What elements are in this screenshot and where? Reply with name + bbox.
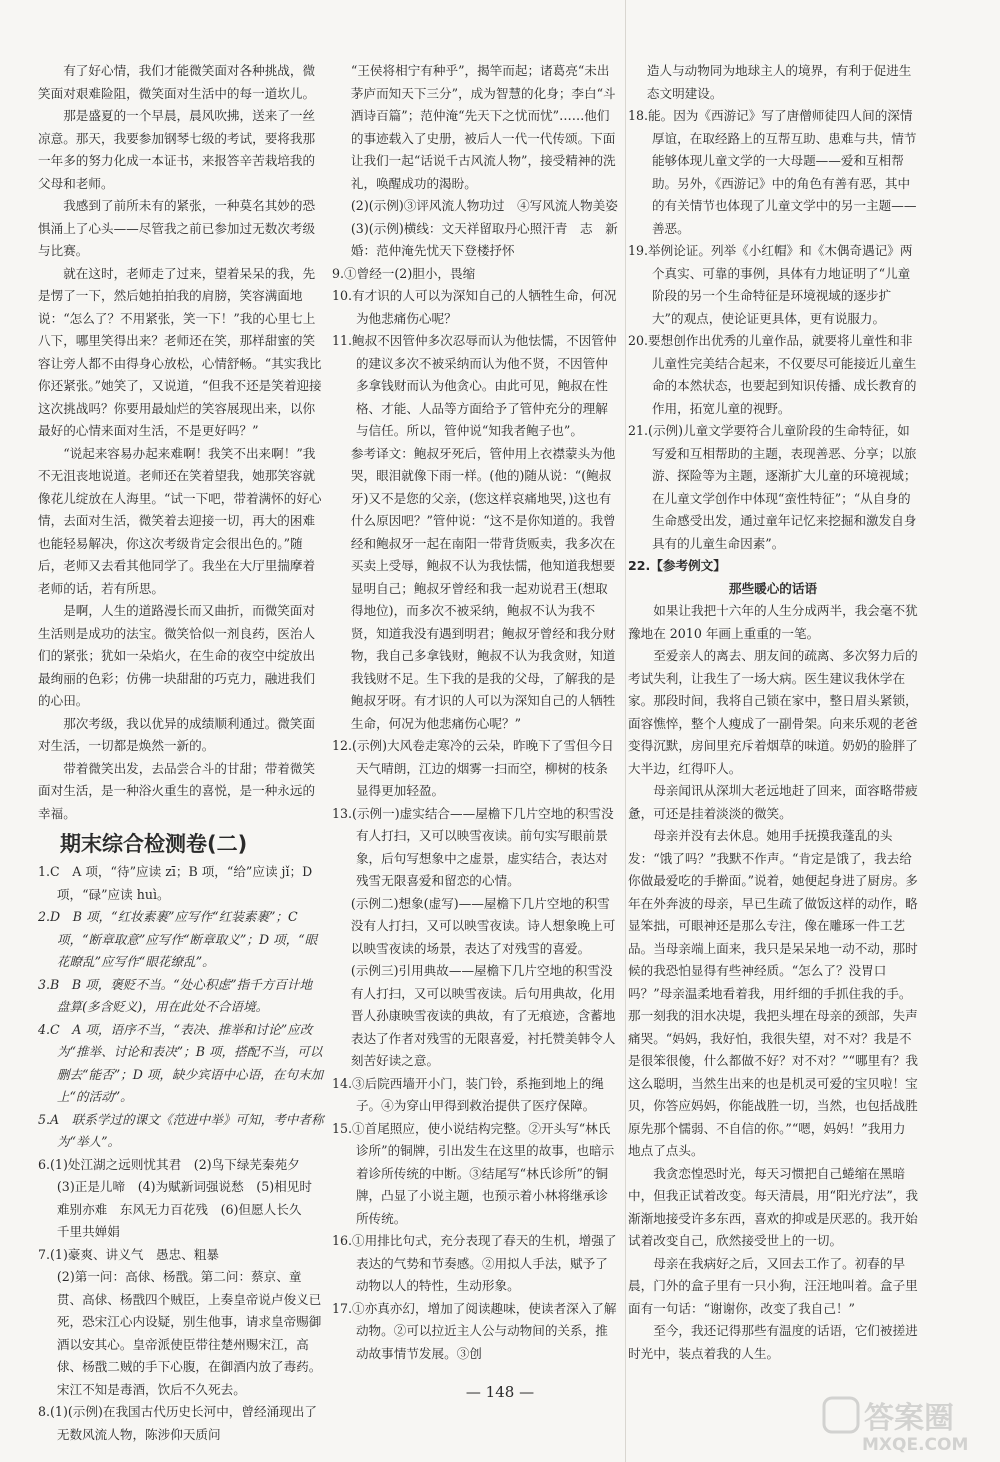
answer-item: (2)第一问：高俅、杨戬。第二问：蔡京、童贯、高俅、杨戬四个贼臣，上奏皇帝说卢俊义已死，恐宋江心内设疑，别生他事，请求皇帝赐御酒以安其心。皇帝派使臣带往楚州赐宋江，高俅、杨戬二贼的手下心腹，在御酒内放了毒药。宋江不知是毒酒，饮后不久死去。	[56, 1269, 322, 1397]
paragraph: 至爱亲人的离去、朋友间的疏离、多次努力后的考试失利，让我生了一场大病。医生建议我休学在家。那段时间，我将自己锁在家中，整日眉头紧锁，面容憔悴，整个人瘦成了一副骨架。向来乐观的老爸变得沉默，房间里充斥着烟草的味道。奶奶的脸胖了大半边，红得吓人。	[628, 648, 918, 776]
answer-item: 8.(1)(示例)在我国古代历史长河中，曾经涌现出了无数风流人物，陈涉仰天质问	[38, 1404, 317, 1442]
answer-item: 6.(1)处江湖之远则忧其君 (2)鸟下绿芜秦苑夕 (3)正是儿啼 (4)为赋新词强说愁 (5)相见时难别亦难 东风无力百花残 (6)但愿人长久 千里共婵娟	[38, 1156, 315, 1239]
answer-list	[628, 60, 918, 555]
answer-item: 10.有才识的人可以为深知自己的人牺牲生命，何况为他悲痛伤心呢？	[332, 288, 617, 326]
answer-item: 5.A 联系学过的课文《范进中举》可知，考中者称为“举人”。	[38, 1111, 324, 1149]
paragraph: 母亲闻讯从深圳大老远地赶了回来，面容略带疲惫，可还是挂着淡淡的微笑。	[628, 783, 918, 821]
paragraph: 母亲在我病好之后，又回去工作了。初春的早晨，门外的盒子里有一只小狗，汪汪地叫着。盒子里面有一句话：“谢谢你，改变了我自己！”	[628, 1255, 918, 1316]
paragraph: 我贪恋惶恐时光，每天习惯把自己蜷缩在黑暗中，但我正试着改变。每天清晨，用“阳光疗法”，我渐渐地接受许多东西，喜欢的抑或是厌恶的。我开始试着改变自己，欣然接受世上的一切。	[628, 1165, 918, 1248]
answer-item: 15.①首尾照应，使小说结构完整。②开头写“林氏诊所”的铜牌，引出发生在这里的故事，也暗示着诊所传统的中断。③结尾写“林氏诊所”的铜牌，凸显了小说主题，也预示着小林将继承诊所传统。	[332, 1120, 615, 1226]
answer-item: 14.③后院西墙开小门，装门铃，系拖到地上的绳子。④为穿山甲得到救治提供了医疗保障。	[332, 1075, 604, 1113]
paragraph: 是啊，人生的道路漫长而又曲折，而微笑面对生活则是成功的法宝。微笑恰似一剂良药，医治人们的紧张；犹如一朵焰火，在生命的夜空中绽放出最绚丽的色彩；仿佛一块甜甜的巧克力，融进我们的心田。	[38, 603, 316, 708]
watermark-logo	[822, 1396, 992, 1454]
answer-list	[332, 60, 620, 1365]
paragraph: 有了好心情，我们才能微笑面对各种挑战，微笑面对艰难险阻，微笑面对生活中的每一道坎儿。	[38, 63, 316, 101]
column-divider	[625, 0, 626, 1462]
answer-item: (2)(示例)③评风流人物功过 ④写风流人物美姿	[350, 198, 618, 213]
paragraph: 母亲并没有去休息。她用手抚摸我蓬乱的头发：“饿了吗？”我默不作声。“肯定是饿了，我去给你做最爱吃的手擀面。”说着，她便起身进了厨房。多年在外奔波的母亲，早已生疏了做饭这样的动作，略显笨拙，可眼神还是那么专注，像在雕琢一件工艺品。当母亲端上面来，我只是呆呆地一动不动，那时候的我恐怕显得有些神经质。“怎么了？没胃口吗？”母亲温柔地看着我，用纤细的手抓住我的手。那一刻我的泪水决堤，我把头埋在母亲的颈部，失声痛哭。“妈妈，我好怕，我很失望，对不对？我是不是很笨很傻，什么都做不好？对不对？”“哪里有？我这么聪明，当然生出来的也是机灵可爱的宝贝啦！宝贝，你答应妈妈，你能战胜一切，当然，也包括战胜原先那个懦弱、不自信的你。”“嗯，妈妈！”我用力地点了点头。	[628, 828, 918, 1158]
answer-item: 造人与动物同为地球主人的境界，有利于促进生态文明建设。	[646, 63, 912, 101]
paragraph: 那次考级，我以优异的成绩顺利通过。微笑面对生活，一切都是焕然一新的。	[38, 715, 316, 753]
answer-item: (示例二)想象(虚写)——屋檐下几片空地的积雪没有人打扫，又可以映雪夜读。诗人想象晚上可以映雪夜读的场景，表达了对残雪的喜爱。	[350, 895, 616, 956]
answer-item: 13.(示例一)虚实结合——屋檐下几片空地的积雪没有人打扫，又可以映雪夜读。前句实写眼前景象，后句写想象中之虚景，虚实结合，表达对残雪无限喜爱和留恋的心情。	[332, 805, 614, 888]
answer-item: 12.(示例)大风卷走寒冷的云朵，昨晚下了雪但今日天气晴朗，江边的烟雾一扫而空，柳树的枝条显得更加轻盈。	[332, 738, 614, 798]
column-3	[628, 60, 918, 1365]
essay-title: 那些暖心的话语	[728, 580, 818, 596]
paragraph: 如果让我把十六年的人生分成两半，我会毫不犹豫地在 2010 年画上重重的一笔。	[628, 603, 918, 641]
answer-list	[38, 861, 324, 1446]
answer-item: (3)(示例)横线：文天祥留取丹心照汗青 志 新婚：范仲淹先忧天下登楼抒怀	[350, 220, 618, 258]
answer-item: 4.C A 项，语序不当，“表决、推举和讨论”应改为“推举、讨论和表决”；B 项，搭配不当，可以删去“能否”；D 项，缺少宾语中心语，在句末加上“的活动”。	[38, 1021, 324, 1104]
column-1	[38, 60, 324, 1446]
column-2	[332, 60, 620, 1365]
paragraph: “说起来容易办起来难啊！我笑不出来啊！”我不无沮丧地说道。老师还在笑着望我，她那笑容就像花儿绽放在人海里。“试一下吧，带着满怀的好心情，去面对生活，微笑着去迎接一切，再大的困难也能轻易解决，你这次考级肯定会很出色的。”随后，老师又去看其他同学了。我坐在大厅里揣摩着老师的话，若有所思。	[38, 445, 322, 596]
page-number: — 148 —	[465, 1383, 535, 1401]
answer-item: 1.C A 项，“待”应读 zī；B 项，“给”应读 jǐ；D 项，“碌”应读 huì。	[38, 864, 313, 902]
paragraph: 带着微笑出发，去品尝合斗的甘甜；带着微笑面对生活，是一种浴火重生的喜悦，是一种永远的幸福。	[38, 760, 316, 821]
answer-item: (示例三)引用典故——屋檐下几片空地的积雪没有人打扫，又可以映雪夜读。后句用典故，化用晋人孙康映雪夜读的典故，有了无痕迹，含蓄地表达了作者对残雪的无限喜爱，衬托赞美韩令人刻苦好读之意。	[350, 963, 616, 1068]
paragraph: 我感到了前所未有的紧张，一种莫名其妙的恐惧涌上了心头——尽管我之前已参加过无数次考级与比赛。	[38, 198, 316, 258]
paragraph: 就在这时，老师走了过来，望着呆呆的我，先是愣了一下，然后她拍拍我的肩膀，笑容满面地说：“怎么了？不用紧张，笑一下！”我的心里七上八下，哪里笑得出来？老师还在笑，那样甜蜜的笑容让旁人都不由得身心放松，心情舒畅。“其实我比你还紧张。”她笑了，又说道，“但我不还是笑着迎接这次挑战吗？你要用最灿烂的笑容展现出来，以你最好的心情来面对生活，不是更好吗？”	[38, 265, 322, 438]
answer-item: 21.(示例)儿童文学要符合儿童阶段的生命特征，如写爱和互相帮助的主题，表现善恶、分享；以旅游、探险等为主题，逐渐扩大儿童的环境视域；在儿童文学创作中体现“蛮性特征”；“从自身的生命感受出发，通过童年记忆来挖掘和激发自身具有的儿童生命因素”。	[628, 423, 917, 551]
answer-item: 17.①亦真亦幻，增加了阅读趣味，使读者深入了解动物。②可以拉近主人公与动物间的关系，推动故事情节发展。③创	[332, 1300, 617, 1361]
watermark-text: 答案圈	[864, 1401, 954, 1436]
essay-body	[38, 60, 324, 825]
paragraph: 那是盛夏的一个早晨，晨风吹拂，送来了一丝凉意。那天，我要参加钢琴七级的考试，要将我那一年多的努力化成一本证书，来报答辛苦栽培我的父母和老师。	[38, 108, 316, 191]
answer-item: 参考译文：鲍叔牙死后，管仲用上衣襟蒙头为他哭，眼泪就像下雨一样。(他的)随从说：“(鲍叔牙)又不是您的父亲，(您这样哀痛地哭，)这也有什么原因吧？”管仲说：“这不是你知道的。我曾经和鲍叔牙一起在南阳一带背货贩卖，我多次在买卖上受辱，鲍叔不认为我怯懦，他知道我想要显明自己；鲍叔牙曾经和我一起劝说君王(想取得地位)，而多次不被采纳，鲍叔不认为我不贤，知道我没有遇到明君；鲍叔牙曾经和我分财物，我自己多拿钱财，鲍叔不认为我贪财，知道我钱财不足。生下我的是我的父母，了解我的是鲍叔牙呀。有才识的人可以为深知自己的人牺牲生命，何况为他悲痛伤心呢？”	[350, 445, 616, 731]
answer-item: 3.B B 项，褒贬不当。“处心积虑”指千方百计地盘算(多含贬义)，用在此处不合语境。	[38, 976, 313, 1014]
answer-item: 19.举例论证。列举《小红帽》和《木偶奇遇记》两个真实、可靠的事例，具体有力地证明了“儿童阶段的另一个生命特征是环境视域的逐步扩大”的观点，使论证更具体，更有说服力。	[628, 243, 913, 326]
essay-heading: 22.【参考例文】	[628, 558, 726, 573]
answer-item: 9.①曾经一(2)胆小，畏缩	[332, 265, 476, 281]
answer-item: 20.要想创作出优秀的儿童作品，就要将儿童性和非儿童性完美结合起来，不仅要尽可能接近儿童生命的本然状态，也要起到知识传播、成长教育的作用，拓宽儿童的视野。	[628, 333, 917, 416]
answer-item: 2.D B 项，“红妆素裹”应写作“红装素裹”；C 项，“断章取意”应写作“断章取义”；D 项，“眼花瞭乱”应写作“眼花缭乱”。	[38, 909, 318, 969]
watermark-url: MXQE.COM	[862, 1435, 969, 1454]
answer-item: 11.鲍叔不因管仲多次忍辱而认为他怯懦，不因管仲的建议多次不被采纳而认为他不贤，不因管仲多拿钱财而认为他贪心。由此可见，鲍叔在性格、才能、人品等方面给予了管仲充分的理解与信任。所以，管仲说“知我者鲍子也”。	[332, 333, 617, 438]
answer-item: “王侯将相宁有种乎”，揭竿而起；诸葛亮“未出茅庐而知天下三分”，成为智慧的化身；李白“斗酒诗百篇”；范仲淹“先天下之忧而忧”……他们的事迹载入了史册，被后人一代一代传颂。下面让我们一起“话说千古风流人物”，接受精神的洗礼，唤醒成功的渴盼。	[350, 63, 616, 191]
section-title: 期末综合检测卷(二)	[60, 832, 248, 856]
answer-item: 7.(1)豪爽、讲义气 愚忠、粗暴	[38, 1246, 219, 1262]
answer-item: 16.①用排比句式，充分表现了春天的生机，增强了表达的气势和节奏感。②用拟人手法，赋予了动物以人的特性，生动形象。	[332, 1233, 617, 1293]
paragraph: 至今，我还记得那些有温度的话语，它们被搓进时光中，装点着我的人生。	[628, 1323, 918, 1361]
answer-item: 18.能。因为《西游记》写了唐僧师徒四人间的深情厚谊，在取经路上的互帮互助、患难与共，情节能够体现儿童文学的一大母题——爱和互相帮助。另外，《西游记》中的角色有善有恶，其中的有关情节也体现了儿童文学中的另一主题——善恶。	[628, 108, 917, 236]
essay-body	[628, 600, 918, 1365]
